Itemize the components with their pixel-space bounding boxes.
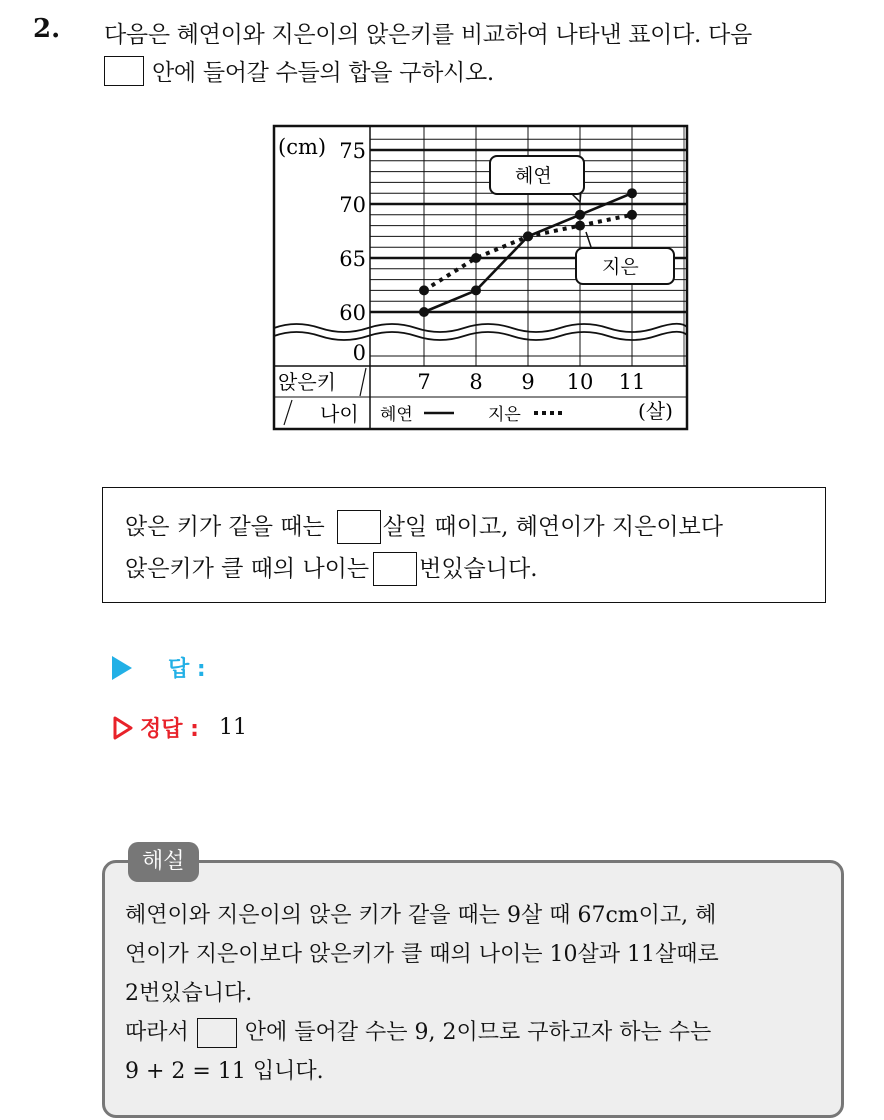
height-line-chart [272,124,690,432]
outline-triangle-icon [112,715,134,741]
x-unit-label: (살) [638,399,673,423]
condition-box [102,487,826,603]
data-point-jieun [419,285,429,295]
blank-box [373,552,417,586]
data-point-jieun [471,253,481,263]
x-tick-label: 9 [521,370,535,394]
correct-answer-value: 11 [218,715,247,740]
callout-hyeyeon: 혜연 [515,165,552,187]
explanation-line4 [125,1013,719,1052]
callout-jieun: 지은 [602,256,639,278]
condition-text-2b: 번있습니다. [419,556,538,582]
y-tick-label: 75 [339,139,366,163]
y-unit-label: (cm) [278,135,327,159]
legend-label-hyeyeon: 혜연 [380,405,413,425]
data-point-hyeyeon [575,210,585,220]
legend-label-jieun: 지은 [488,405,521,425]
condition-text-1a: 앉은 키가 같을 때는 [125,514,325,540]
data-point-jieun [575,221,585,231]
data-point-jieun [627,210,637,220]
x-tick-label: 11 [618,370,646,394]
header-bottom-label: 나이 [320,402,359,426]
explanation-text-4b: 안에 들어갈 수는 9, 2이므로 구하고자 하는 수는 [244,1020,712,1045]
y-tick-label: 70 [339,193,366,217]
x-tick-label: 10 [566,370,594,394]
answer-row [112,652,206,683]
explanation-line2: 연이가 지은이보다 앉은키가 클 때의 나이는 10살과 11살때로 [125,942,719,967]
blank-box [197,1018,237,1048]
x-tick-label: 7 [417,370,431,394]
explanation-text-4a: 따라서 [125,1020,189,1045]
correct-answer-row [112,712,247,743]
condition-line2 [125,548,825,590]
x-tick-label: 8 [469,370,483,394]
correct-answer-label: 정답 : [140,717,199,742]
header-top-label: 앉은키 [278,370,336,394]
question-text-line2 [104,54,494,87]
data-point-hyeyeon [419,307,429,317]
question-number: 2. [33,14,61,44]
condition-text-2a: 앉은키가 클 때의 나이는 [125,556,370,582]
blank-box [337,510,381,544]
question-text-line2-label: 안에 들어갈 수들의 합을 구하시오. [152,60,494,86]
condition-text-1b: 살일 때이고, 혜연이가 지은이보다 [382,514,723,540]
condition-line1 [125,506,825,548]
question-text-line1: 다음은 혜연이와 지은이의 앉은키를 비교하여 나타낸 표이다. 다음 [104,22,752,48]
y-tick-label: 65 [339,247,366,271]
data-point-hyeyeon [523,231,533,241]
y-tick-label: 0 [352,341,366,365]
explanation-tag: 해설 [128,842,199,882]
explanation-line5: 9 + 2 = 11 입니다. [125,1059,324,1084]
y-tick-label: 60 [339,301,366,325]
data-point-hyeyeon [627,188,637,198]
explanation-text [125,896,719,1091]
explanation-line3: 2번있습니다. [125,981,253,1006]
blank-box [104,56,144,86]
explanation-line1: 혜연이와 지은이의 앉은 키가 같을 때는 9살 때 67cm이고, 혜 [125,903,717,928]
play-triangle-icon [112,656,132,680]
data-point-hyeyeon [471,285,481,295]
answer-label: 답 : [168,657,206,682]
